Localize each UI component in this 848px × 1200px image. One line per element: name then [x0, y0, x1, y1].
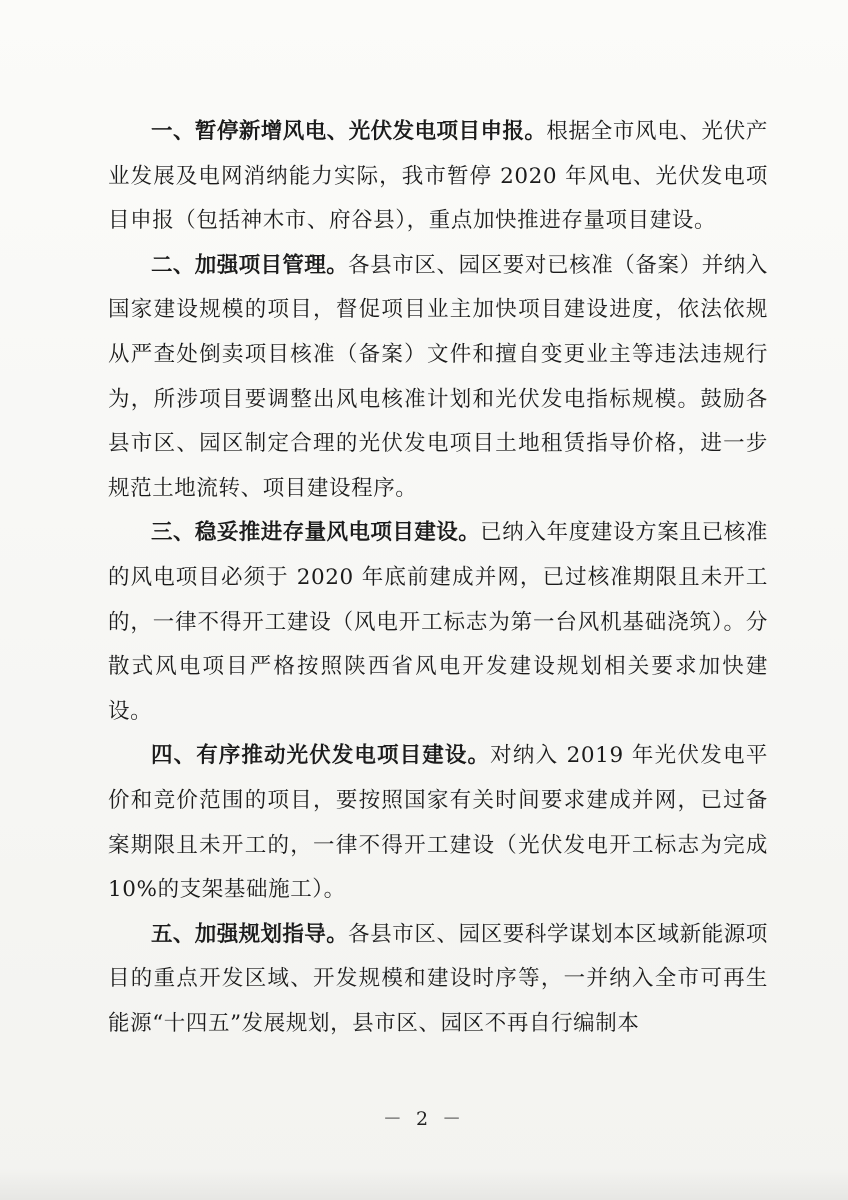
paragraph-1-heading: 一、暂停新增风电、光伏发电项目申报。: [151, 119, 547, 144]
paragraph-5: [108, 913, 768, 1047]
paragraph-1-text: 根据全市风电、光伏产业发展及电网消纳能力实际，我市暂停 2020 年风电、光伏发电项目申报（包括神木市、府谷县），重点加快推进存量项目建设。: [108, 119, 768, 234]
paragraph-3-heading: 三、稳妥推进存量风电项目建设。: [151, 520, 481, 546]
paragraph-4-text: 对纳入 2019 年光伏发电平价和竞价范围的项目，要按照国家有关时间要求建成并网，已过备案期限且未开工的，一律不得开工建设（光伏发电开工标志为完成 10%的支架基础施工）。: [108, 743, 768, 903]
paragraph-2: [108, 244, 768, 512]
paragraph-4: [108, 734, 768, 912]
paragraph-5-heading: 五、加强规划指导。: [151, 921, 349, 947]
paragraph-5-text: 各县市区、园区要科学谋划本区域新能源项目的重点开发区域、开发规模和建设时序等，一并纳入全市可再生能源“十四五”发展规划，县市区、园区不再自行编制本: [108, 921, 769, 1036]
scan-shadow: [0, 1168, 848, 1200]
paragraph-3-text: 已纳入年度建设方案且已核准的风电项目必须于 2020 年底前建成并网，已过核准期限且未开工的，一律不得开工建设（风电开工标志为第一台风机基础浇筑）。分散式风电项目严格按照陕西省风电开发建设规划相关要求加快建设。: [108, 520, 768, 724]
paragraph-2-heading: 二、加强项目管理。: [151, 252, 349, 278]
paragraph-1: [108, 110, 768, 244]
page-number: － 2 －: [382, 1108, 466, 1130]
document-body: [108, 110, 768, 1046]
paragraph-4-heading: 四、有序推动光伏发电项目建设。: [151, 743, 491, 769]
paragraph-3: [108, 511, 768, 734]
paragraph-2-text: 各县市区、园区要对已核准（备案）并纳入国家建设规模的项目，督促项目业主加快项目建设进度，依法依规从严查处倒卖项目核准（备案）文件和擅自变更业主等违法违规行为，所涉项目要调整出风电核准计划和光伏发电指标规模。鼓励各县市区、园区制定合理的光伏发电项目土地租赁指导价格，进一步规范土地流转、项目建设程序。: [108, 252, 769, 501]
